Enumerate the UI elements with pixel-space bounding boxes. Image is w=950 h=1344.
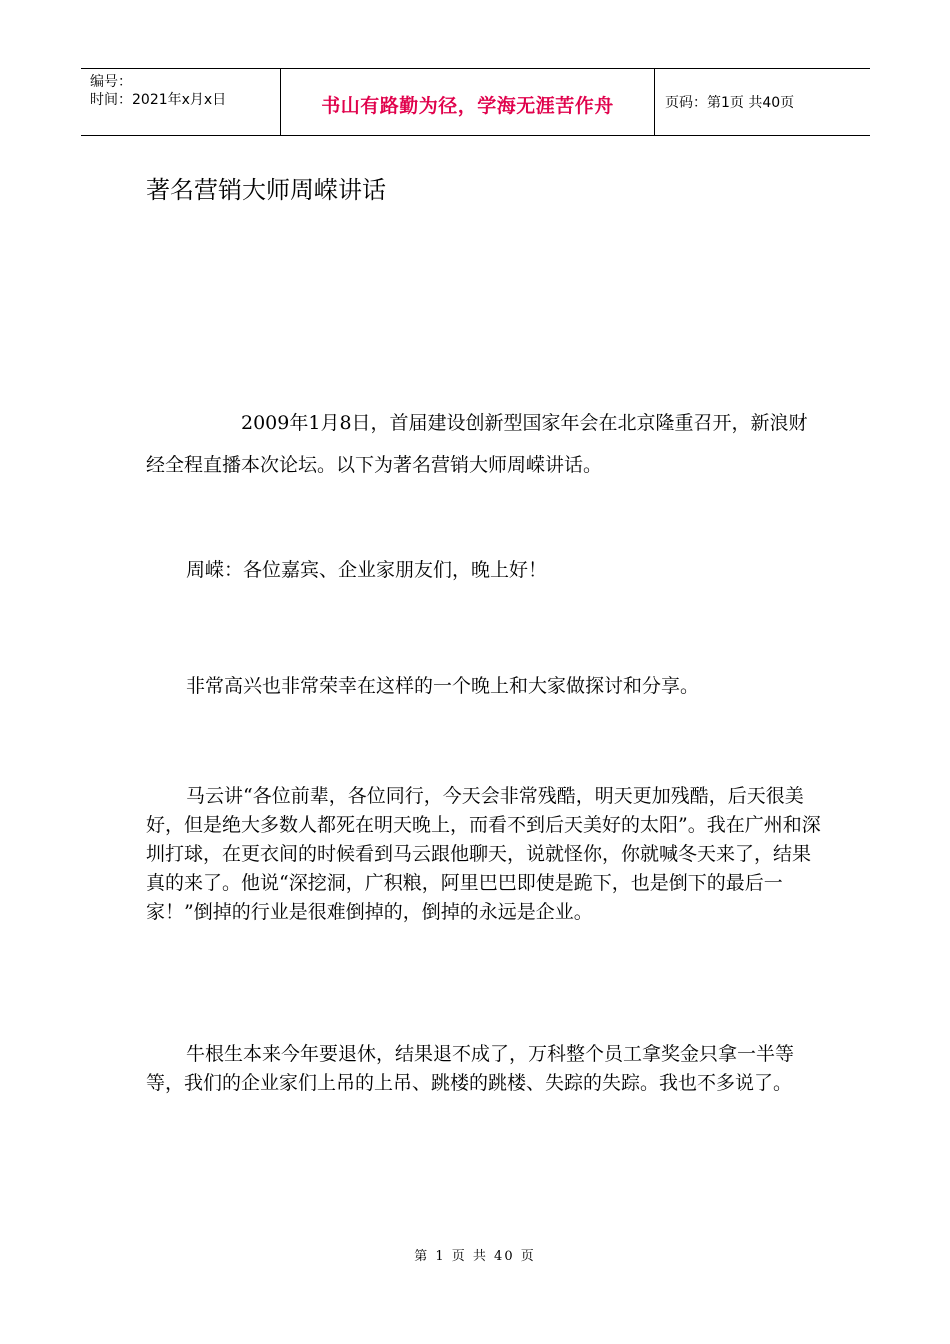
document-title: 著名营销大师周嵘讲话 [146,176,386,204]
paragraph-jack-ma: 马云讲“各位前辈，各位同行，今天会非常残酷，明天更加残酷，后天很美好，但是绝大多数人都死在明天晚上，而看不到后天美好的太阳”。我在广州和深圳打球，在更衣间的时候看到马云跟他聊天，说就怪你，你就喊冬天来了，结果真的来了。他说“深挖洞，广积粮，阿里巴巴即使是跪下，也是倒下的最后一家！”倒掉的行业是很难倒掉的，倒掉的永远是企业。 [146,785,821,923]
header-motto-cell [281,69,655,135]
paragraph-opening: 非常高兴也非常荣幸在这样的一个晚上和大家做探讨和分享。 [186,675,700,697]
paragraph-greeting: 周嵘：各位嘉宾、企业家朋友们，晚上好！ [186,559,548,581]
paragraph-niu-gensheng: 牛根生本来今年要退休，结果退不成了，万科整个员工拿奖金只拿一半等等，我们的企业家们上吊的上吊、跳楼的跳楼、失踪的失踪。我也不多说了。 [146,1043,795,1094]
header-page-cell [655,69,870,135]
page-header [81,68,870,136]
page-footer: 第 1 页 共 40 页 [414,1249,536,1264]
time-label: 时间：2021年x月x日 [90,92,227,108]
number-label: 编号： [90,74,132,90]
header-meta-cell [81,69,281,135]
header-page-info: 页码：第1页 共40页 [665,95,795,111]
paragraph-intro: 2009年1月8日，首届建设创新型国家年会在北京隆重召开，新浪财经全程直播本次论坛。以下为著名营销大师周嵘讲话。 [146,412,808,476]
header-motto: 书山有路勤为径，学海无涯苦作舟 [321,94,614,117]
